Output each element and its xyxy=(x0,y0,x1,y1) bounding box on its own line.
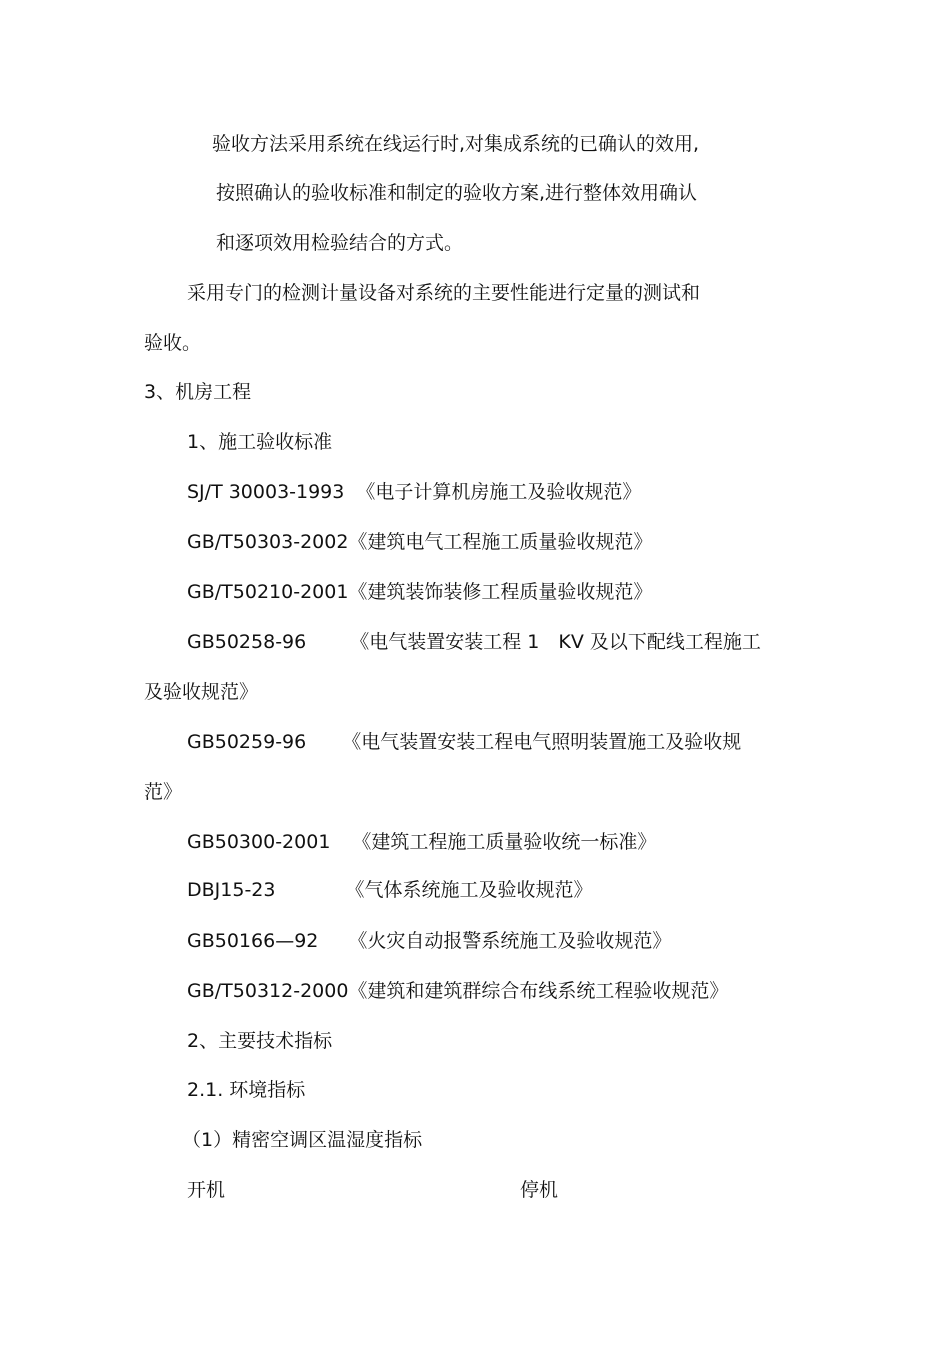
paragraph-line: 验收。 xyxy=(144,332,202,354)
standard-item-continuation: 及验收规范》 xyxy=(144,681,259,703)
standard-code: SJ/T 30003-1993 xyxy=(187,481,345,503)
standard-title: 《建筑和建筑群综合布线系统工程验收规范》 xyxy=(348,980,729,1002)
standard-item xyxy=(187,480,641,504)
standard-item xyxy=(187,630,761,654)
standard-item xyxy=(187,730,741,754)
subsection-heading: 1、施工验收标准 xyxy=(187,431,333,453)
standard-code: GB50300-2001 xyxy=(187,831,331,853)
standard-code: GB50259-96 xyxy=(187,731,307,753)
paragraph-line: 验收方法采用系统在线运行时,对集成系统的已确认的效用, xyxy=(212,133,700,155)
standard-code: GB/T50312-2000 xyxy=(187,980,349,1002)
standard-item xyxy=(187,830,656,854)
standard-code: GB/T50210-2001 xyxy=(187,581,349,603)
column-label-on: 开机 xyxy=(187,1179,226,1201)
standard-item xyxy=(187,530,652,554)
column-label-off: 停机 xyxy=(520,1179,559,1201)
standard-item xyxy=(187,580,652,604)
paragraph-line: 采用专门的检测计量设备对系统的主要性能进行定量的测试和 xyxy=(187,282,701,304)
standard-title: 《建筑工程施工质量验收统一标准》 xyxy=(352,831,657,853)
standard-title: 《电气装置安装工程 1 KV 及以下配线工程施工 xyxy=(350,631,761,653)
subsection-heading: （1）精密空调区温湿度指标 xyxy=(182,1129,423,1151)
standard-title: 《建筑电气工程施工质量验收规范》 xyxy=(348,531,653,553)
standard-item-continuation: 范》 xyxy=(144,781,183,803)
standard-title: 《建筑装饰装修工程质量验收规范》 xyxy=(348,581,653,603)
standard-title: 《电子计算机房施工及验收规范》 xyxy=(356,481,642,503)
standard-code: GB/T50303-2002 xyxy=(187,531,349,553)
standard-item xyxy=(187,878,593,902)
standard-code: GB50166—92 xyxy=(187,930,319,952)
section-heading: 3、机房工程 xyxy=(144,381,252,403)
standard-title: 《气体系统施工及验收规范》 xyxy=(345,879,593,901)
paragraph-line: 和逐项效用检验结合的方式。 xyxy=(216,232,464,254)
standard-item xyxy=(187,929,671,953)
subsection-heading: 2.1. 环境指标 xyxy=(187,1079,306,1101)
standard-code: GB50258-96 xyxy=(187,631,307,653)
standard-item xyxy=(187,979,728,1003)
standard-title: 《火灾自动报警系统施工及验收规范》 xyxy=(348,930,672,952)
standard-title: 《电气装置安装工程电气照明装置施工及验收规 xyxy=(342,731,742,753)
paragraph-line: 按照确认的验收标准和制定的验收方案,进行整体效用确认 xyxy=(216,182,698,204)
standard-code: DBJ15-23 xyxy=(187,879,276,901)
subsection-heading: 2、主要技术指标 xyxy=(187,1030,333,1052)
